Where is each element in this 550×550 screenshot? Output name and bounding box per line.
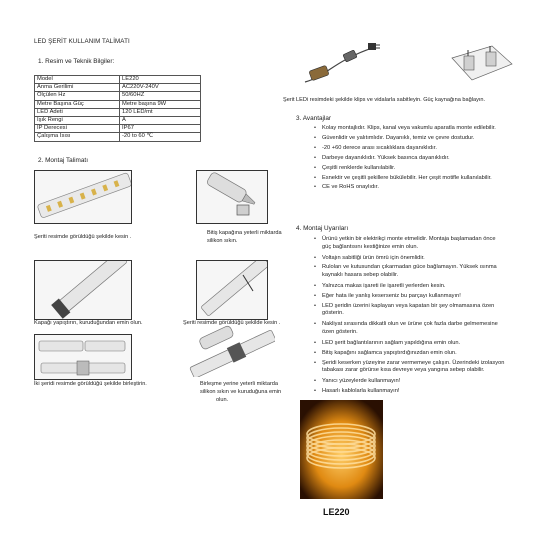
list-item bbox=[314, 321, 498, 336]
section-3-heading: 3. Avantajlar bbox=[296, 115, 332, 122]
caption-silicone-cap-2: silikon sıkın. bbox=[207, 238, 238, 244]
spec-key: Ölçülen Hz bbox=[35, 92, 120, 100]
bullet-icon: • bbox=[314, 339, 316, 346]
list-item-text: gösterin. bbox=[322, 310, 344, 317]
bullet-icon: • bbox=[314, 236, 316, 242]
spec-value: 120 LED/mt bbox=[120, 108, 201, 116]
list-item bbox=[314, 292, 461, 301]
list-item-text: Şeridi keserken yüzeyine zarar vermemeye çalışın. Üzerindeki izolasyon bbox=[322, 359, 505, 366]
list-item-text: -20 +60 derece arası sıcaklıklara dayanıklıdır. bbox=[322, 144, 437, 151]
list-item-text: LED şeridin üzerini kaplayan veya kapatan bir şey olmamasına özen bbox=[322, 302, 495, 309]
bullet-icon: • bbox=[314, 292, 316, 299]
bullet-icon: • bbox=[314, 264, 316, 271]
spec-value: 50/60HZ bbox=[120, 92, 201, 100]
list-item-text: özen gösterin. bbox=[322, 328, 358, 335]
caption-cap-glued: Kapağı yapıştırın, kuruduğundan emin olun. bbox=[34, 320, 143, 326]
list-item-text: Güvenlidir ve yalıtımlıdır. Dayanıklı, temiz ve çevre dostudur. bbox=[322, 134, 475, 141]
spec-row bbox=[35, 117, 201, 125]
spec-key: Model bbox=[35, 76, 120, 84]
bullet-icon: • bbox=[314, 282, 316, 289]
caption-silicone-join-1: Birleşme yerine yeterli miktarda bbox=[200, 381, 279, 387]
list-item-text: Nakliyat sırasında dikkatli olun ve ürüne çok fazla darbe gelmemesine bbox=[322, 321, 498, 328]
spec-value: Metre başına 9W bbox=[120, 100, 201, 108]
list-item-text: Kolay montajlıdır. Klips, kanal veya vakumlu aparatla monte edilebilir. bbox=[322, 125, 496, 131]
caption-mounting: Şerit LEDi resimdeki şekilde klips ve vidalarla sabitleyin. Güç kaynağına bağlayın. bbox=[283, 97, 486, 103]
caption-silicone-join-3: olun. bbox=[216, 397, 229, 403]
list-item-text: Bitiş kapağını sağlamca yapıştırdığınızdan emin olun. bbox=[322, 349, 457, 356]
section-4-heading: 4. Montaj Uyarıları bbox=[296, 225, 349, 232]
bullet-icon: • bbox=[314, 254, 316, 261]
bullet-icon: • bbox=[314, 144, 316, 151]
list-item-text: Yanıcı yüzeylerde kullanmayın! bbox=[322, 378, 401, 384]
list-item bbox=[314, 378, 401, 386]
spec-key: IP Derecesi bbox=[35, 125, 120, 133]
model-label: LE220 bbox=[323, 507, 350, 517]
spec-row bbox=[35, 108, 201, 116]
list-item bbox=[314, 164, 396, 173]
list-item bbox=[314, 349, 457, 358]
spec-key: Metre Başına Güç bbox=[35, 100, 120, 108]
list-item-text: Ürünü yetkin bir elektrikçi monte etmelidir. Montaja başlamadan önce bbox=[322, 236, 496, 242]
bullet-icon: • bbox=[314, 387, 316, 394]
spec-table bbox=[34, 75, 201, 142]
caption-cut-strip-2: Şeriti resimde görüldüğü şekilde kesin . bbox=[183, 320, 281, 326]
list-item bbox=[314, 174, 492, 183]
list-item-text: Eğer hata ile yanlış keserseniz bu parçayı kullanmayın! bbox=[322, 292, 461, 299]
caption-silicone-cap-1: Bitiş kapağına yeterli miktarda bbox=[207, 230, 282, 236]
bullet-icon: • bbox=[314, 164, 316, 171]
list-item bbox=[314, 282, 446, 291]
list-item-text: Yalnızca makas işareti ile işaretli yerlerden kesin. bbox=[322, 282, 446, 289]
bullet-icon: • bbox=[314, 154, 316, 161]
spec-key: Anma Gerilimi bbox=[35, 84, 120, 92]
caption-cut-strip: Şeriti resimde görüldüğü şekilde kesin . bbox=[34, 234, 132, 240]
list-item-text: CE ve RoHS onaylıdır. bbox=[322, 184, 379, 191]
spec-value: AC220V-240V bbox=[120, 84, 201, 92]
section-1-heading: 1. Resim ve Teknik Bilgiler: bbox=[38, 58, 115, 65]
bullet-icon: • bbox=[314, 134, 316, 141]
spec-row bbox=[35, 100, 201, 108]
list-item-text: güç bağlantısını kestiğinize emin olun. bbox=[322, 243, 419, 250]
photo-join-strips bbox=[34, 334, 132, 380]
bullet-icon: • bbox=[314, 302, 316, 309]
list-item-text: kaynaklı hasara sebep olabilir. bbox=[322, 271, 399, 278]
bullet-icon: • bbox=[314, 174, 316, 181]
spec-value: -20 to 60 ℃ bbox=[120, 133, 201, 141]
photo-cut-strip-2 bbox=[196, 260, 268, 320]
list-item bbox=[314, 302, 495, 318]
spec-value: A bbox=[120, 117, 201, 125]
list-item-text: Çeşitli renklerde kullanılabilir. bbox=[322, 164, 396, 171]
spec-row bbox=[35, 84, 201, 92]
list-item bbox=[314, 254, 425, 263]
list-item-text: Voltajın sabitliği ürün ömrü için önemlidir. bbox=[322, 254, 425, 261]
list-item-text: Darbeye dayanıklıdır. Yüksek basınca dayanıklıdır. bbox=[322, 154, 450, 161]
bullet-icon: • bbox=[314, 321, 316, 328]
spec-value: IP67 bbox=[120, 125, 201, 133]
spec-row bbox=[35, 133, 201, 141]
spec-row bbox=[35, 125, 201, 133]
list-item bbox=[314, 387, 400, 396]
photo-cut-strip bbox=[34, 170, 132, 224]
photo-silicone-cap bbox=[196, 170, 268, 224]
photo-power-cable bbox=[300, 38, 381, 88]
spec-key: LED Adeti bbox=[35, 108, 120, 116]
list-item bbox=[314, 154, 450, 163]
photo-silicone-join bbox=[175, 321, 275, 377]
section-2-heading: 2. Montaj Talimatı bbox=[38, 157, 88, 164]
document-title: LED ŞERİT KULLANIM TALİMATI bbox=[34, 38, 130, 45]
spec-row bbox=[35, 92, 201, 100]
bullet-icon: • bbox=[314, 378, 316, 384]
caption-join-strips: İki şeridi resimde görüldüğü şekilde birleştirin. bbox=[34, 381, 147, 387]
photo-mount-clips bbox=[446, 40, 516, 86]
bullet-icon: • bbox=[314, 125, 316, 131]
list-item-text: tabakası zarar görürse kısa devreye veya yangına sebep olabilir. bbox=[322, 367, 485, 374]
list-item bbox=[314, 134, 475, 143]
list-item bbox=[314, 264, 497, 279]
list-item bbox=[314, 236, 496, 251]
bullet-icon: • bbox=[314, 359, 316, 366]
list-item-text: Esnektir ve çeşitli şekillere bükülebilir. Her çeşit motifle kullanılabilir. bbox=[322, 174, 492, 181]
list-item bbox=[314, 125, 496, 133]
spec-row bbox=[35, 76, 201, 84]
photo-cap-glued bbox=[34, 260, 132, 320]
spec-key: Çalışma Isısı bbox=[35, 133, 120, 141]
list-item bbox=[314, 339, 461, 348]
spec-key: Işık Rengi bbox=[35, 117, 120, 125]
list-item bbox=[314, 144, 437, 153]
list-item bbox=[314, 359, 505, 375]
list-item bbox=[314, 184, 379, 192]
bullet-icon: • bbox=[314, 349, 316, 356]
led-strip-photo bbox=[300, 400, 383, 499]
spec-value: LE220 bbox=[120, 76, 201, 84]
list-item-text: LED şerit bağlantılarının sağlam yapıldığına emin olun. bbox=[322, 339, 461, 346]
caption-silicone-join-2: silikon sıkın ve kuruduğuna emin bbox=[200, 389, 282, 395]
bullet-icon: • bbox=[314, 184, 316, 191]
list-item-text: Hasarlı kablolarla kullanmayın! bbox=[322, 387, 400, 394]
list-item-text: Ruloları ve kutusundan çıkarmadan güce bağlamayın. Yüksek ısınma bbox=[322, 264, 497, 271]
